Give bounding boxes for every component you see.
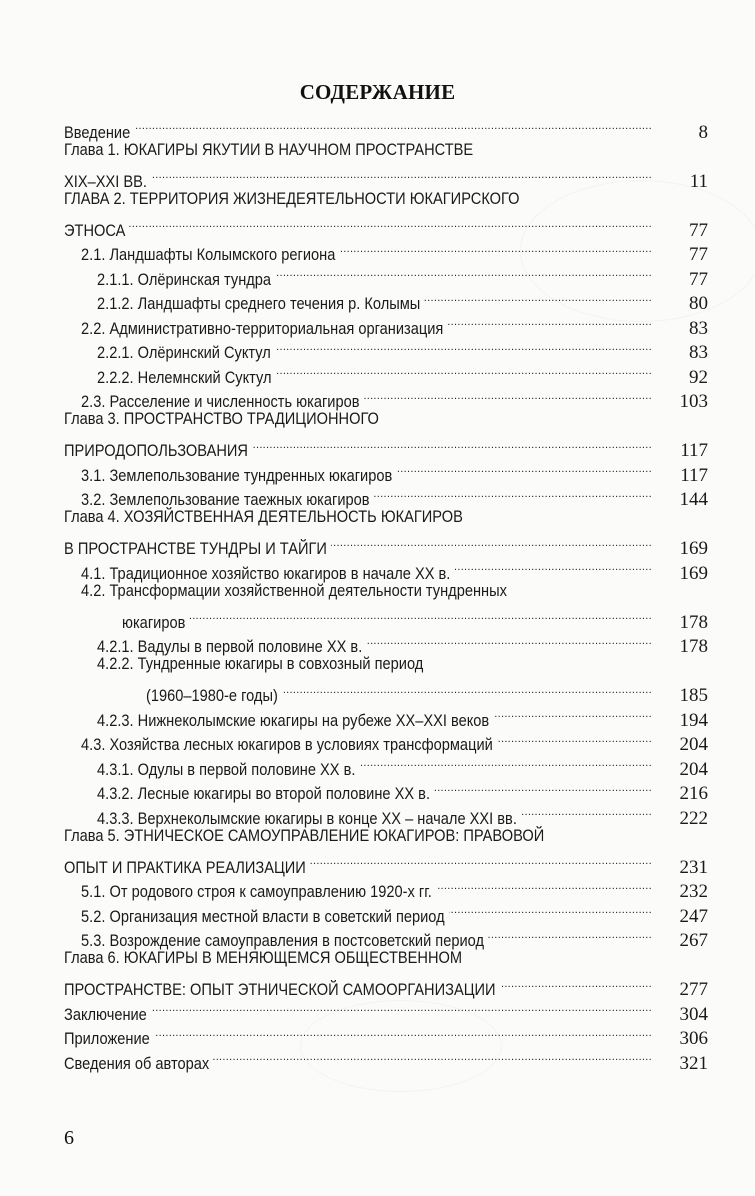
dot-leader bbox=[252, 432, 652, 457]
toc-entry-title: ПРИРОДОПОЛЬЗОВАНИЯ bbox=[64, 441, 248, 460]
toc-entry-title: 5.2. Организация местной власти в советский период bbox=[81, 906, 445, 926]
toc-entry-last-line bbox=[64, 701, 708, 731]
toc-entry-title: XIX–XXI ВВ. bbox=[64, 171, 147, 191]
toc-page-number: 80 bbox=[689, 293, 708, 314]
toc-entry-last-line bbox=[64, 848, 708, 878]
toc-entry[interactable] bbox=[64, 456, 708, 486]
dot-leader bbox=[151, 995, 652, 1020]
dot-leader bbox=[339, 236, 652, 261]
toc-entry-last-line bbox=[64, 628, 708, 657]
toc-page-number: 92 bbox=[689, 366, 708, 388]
dot-leader bbox=[488, 922, 652, 947]
toc-entry-last-line bbox=[64, 750, 708, 780]
toc-entry-last-line bbox=[64, 432, 708, 461]
toc-entry-last-line bbox=[64, 603, 708, 633]
toc-entry-line bbox=[64, 187, 708, 212]
toc-entry[interactable] bbox=[64, 113, 708, 143]
toc-entry-line bbox=[64, 579, 708, 604]
toc-entry-title: 4.3.3. Верхнеколымские юкагиры в конце XX – начале XXI вв. bbox=[97, 808, 517, 828]
toc-entry[interactable] bbox=[64, 1020, 708, 1049]
toc-entry[interactable] bbox=[64, 407, 708, 461]
dot-leader bbox=[276, 358, 652, 383]
toc-entry[interactable] bbox=[64, 505, 708, 559]
toc-page-number: 216 bbox=[679, 783, 708, 804]
toc-entry-line bbox=[64, 138, 708, 163]
toc-entry-title: Глава 1. ЮКАГИРЫ ЯКУТИИ В НАУЧНОМ ПРОСТРАНСТВЕ bbox=[64, 139, 474, 159]
toc-entry-title: 2.1.1. Олёринская тундра bbox=[97, 269, 272, 289]
dot-leader bbox=[374, 481, 652, 506]
toc-entry-last-line bbox=[64, 995, 708, 1025]
toc-entry-title: юкагиров bbox=[122, 612, 186, 632]
toc-entry-last-line bbox=[64, 1044, 708, 1074]
toc-entry-title: Глава 4. ХОЗЯЙСТВЕННАЯ ДЕЯТЕЛЬНОСТЬ ЮКАГИРОВ bbox=[64, 507, 463, 526]
toc-entry-last-line bbox=[64, 383, 708, 412]
toc-entry[interactable] bbox=[64, 334, 708, 363]
toc-page-number: 231 bbox=[679, 856, 708, 878]
toc-page-number: 247 bbox=[679, 905, 708, 927]
dot-leader bbox=[275, 260, 652, 285]
toc-entry[interactable] bbox=[64, 236, 708, 265]
toc-entry[interactable] bbox=[64, 579, 708, 633]
toc-page-number: 204 bbox=[679, 758, 708, 780]
toc-entry-line bbox=[64, 946, 708, 971]
dot-leader bbox=[189, 603, 652, 628]
toc-entry-line bbox=[64, 652, 708, 677]
dot-leader bbox=[521, 799, 652, 824]
toc-entry[interactable] bbox=[64, 1044, 708, 1074]
toc-entry-title: ЭТНОСА bbox=[64, 220, 126, 240]
toc-entry[interactable] bbox=[64, 897, 708, 927]
toc-entry[interactable] bbox=[64, 701, 708, 731]
toc-entry-title: 4.3.2. Лесные юкагиры во второй половине XX в. bbox=[97, 784, 431, 803]
toc-entry-last-line bbox=[64, 922, 708, 951]
toc-entry-last-line bbox=[64, 309, 708, 339]
toc-entry-last-line bbox=[64, 358, 708, 388]
toc-entry-title: 4.1. Традиционное хозяйство юкагиров в начале XX в. bbox=[81, 563, 451, 583]
toc-page-number: 144 bbox=[679, 489, 708, 510]
dot-leader bbox=[500, 971, 652, 996]
toc-entry-line bbox=[64, 407, 708, 432]
dot-leader bbox=[154, 1020, 652, 1045]
toc-entry-title: В ПРОСТРАНСТВЕ ТУНДРЫ И ТАЙГИ bbox=[64, 539, 327, 558]
toc-entry[interactable] bbox=[64, 358, 708, 388]
dot-leader bbox=[447, 309, 652, 334]
toc-entry-title: 2.2.2. Нелемнский Суктул bbox=[97, 367, 272, 387]
toc-entry-title: ОПЫТ И ПРАКТИКА РЕАЛИЗАЦИИ bbox=[64, 857, 306, 877]
toc-entry-title-wrap bbox=[64, 1052, 209, 1077]
toc-entry[interactable] bbox=[64, 554, 708, 584]
toc-page-number: 204 bbox=[679, 734, 708, 755]
toc-entry-title: 2.1.2. Ландшафты среднего течения р. Колымы bbox=[97, 294, 421, 313]
toc-entry[interactable] bbox=[64, 750, 708, 780]
dot-leader bbox=[454, 554, 652, 579]
toc-entry[interactable] bbox=[64, 824, 708, 878]
toc-entry-title: 2.1. Ландшафты Колымского региона bbox=[81, 245, 336, 264]
toc-entry[interactable] bbox=[64, 383, 708, 412]
toc-entry-title: 4.2.3. Нижнеколымские юкагиры на рубеже XX–XXI веков bbox=[97, 710, 490, 730]
toc-entry-last-line bbox=[64, 481, 708, 510]
dot-leader bbox=[366, 628, 652, 653]
page-title: СОДЕРЖАНИЕ bbox=[299, 80, 456, 104]
dot-leader bbox=[424, 285, 652, 310]
toc-entry-line bbox=[64, 824, 708, 849]
toc-entry-title: 4.2.2. Тундренные юкагиры в совхозный период bbox=[97, 654, 424, 673]
toc-entry-title: Глава 5. ЭТНИЧЕСКОЕ САМОУПРАВЛЕНИЕ ЮКАГИРОВ: ПРАВОВОЙ bbox=[64, 825, 545, 845]
toc-page-number: 267 bbox=[679, 930, 708, 951]
toc-entry-title: 2.2. Административно-территориальная организация bbox=[81, 318, 444, 338]
toc-page-number: 185 bbox=[679, 685, 708, 706]
dot-leader bbox=[134, 113, 652, 138]
dot-leader bbox=[493, 701, 652, 726]
toc-entry-title: (1960–1980-е годы) bbox=[146, 686, 278, 705]
toc-entry[interactable] bbox=[64, 138, 708, 192]
toc-entry-last-line bbox=[64, 1020, 708, 1049]
toc-entry-last-line bbox=[64, 530, 708, 559]
toc-entry-last-line bbox=[64, 260, 708, 290]
toc-entry-last-line bbox=[64, 971, 708, 1000]
toc-entry-title: 4.2. Трансформации хозяйственной деятельности тундренных bbox=[81, 580, 507, 600]
toc-entry-title: Заключение bbox=[64, 1004, 147, 1024]
toc-entry[interactable] bbox=[64, 309, 708, 339]
toc-entry-last-line bbox=[64, 113, 708, 143]
toc-entry-last-line bbox=[64, 897, 708, 927]
toc-page-number: 169 bbox=[679, 538, 708, 559]
dot-leader bbox=[151, 162, 652, 187]
toc-page-number: 103 bbox=[679, 391, 708, 412]
dot-leader bbox=[129, 211, 652, 236]
page-number: 6 bbox=[64, 1127, 74, 1149]
toc-entry-title: Сведения об авторах bbox=[64, 1053, 210, 1073]
toc-page-number: 222 bbox=[679, 807, 708, 829]
dot-leader bbox=[364, 383, 653, 408]
toc-entry-last-line bbox=[64, 775, 708, 804]
toc-entry[interactable] bbox=[64, 946, 708, 1000]
toc-page-number: 304 bbox=[679, 1003, 708, 1025]
toc-entry-line bbox=[64, 505, 708, 530]
toc-entry-last-line bbox=[64, 726, 708, 755]
toc-entry[interactable] bbox=[64, 481, 708, 510]
toc-page-number: 277 bbox=[679, 979, 708, 1000]
toc-page-number: 178 bbox=[679, 611, 708, 633]
toc-entry[interactable] bbox=[64, 726, 708, 755]
toc-entry-title: 4.3.1. Одулы в первой половине XX в. bbox=[97, 759, 356, 779]
dot-leader bbox=[396, 456, 652, 481]
toc-entry-last-line bbox=[64, 236, 708, 265]
toc-entry-title: Введение bbox=[64, 122, 131, 142]
toc-entry-title: 2.3. Расселение и численность юкагиров bbox=[81, 392, 360, 411]
toc-entry-title: Приложение bbox=[64, 1029, 150, 1048]
toc-entry-last-line bbox=[64, 285, 708, 314]
toc-entry-title: 3.2. Землепользование таежных юкагиров bbox=[81, 490, 370, 509]
toc-page-number: 117 bbox=[680, 440, 708, 461]
toc-entry-last-line bbox=[64, 211, 708, 241]
toc-entry-title: ГЛАВА 2. ТЕРРИТОРИЯ ЖИЗНЕДЕЯТЕЛЬНОСТИ ЮКАГИРСКОГО bbox=[64, 188, 520, 208]
toc-entry-last-line bbox=[64, 554, 708, 584]
toc-page-number: 169 bbox=[679, 562, 708, 584]
dot-leader bbox=[497, 726, 652, 751]
dot-leader bbox=[436, 873, 652, 898]
toc-page-number: 77 bbox=[689, 244, 708, 265]
dot-leader bbox=[275, 334, 652, 359]
toc-entry[interactable] bbox=[64, 628, 708, 657]
toc-entry-title: 2.2.1. Олёринский Суктул bbox=[97, 343, 271, 362]
toc-entry[interactable] bbox=[64, 775, 708, 804]
table-of-contents bbox=[64, 113, 708, 1074]
toc-entry[interactable] bbox=[64, 652, 708, 706]
toc-page-number: 194 bbox=[679, 709, 708, 731]
dot-leader bbox=[282, 677, 652, 702]
toc-entry-title: 3.1. Землепользование тундренных юкагиров bbox=[81, 465, 393, 485]
toc-page-number: 83 bbox=[689, 317, 708, 339]
dot-leader bbox=[434, 775, 652, 800]
toc-page-number: 77 bbox=[689, 219, 708, 241]
toc-entry-title: 4.3. Хозяйства лесных юкагиров в условиях трансформаций bbox=[81, 735, 493, 754]
dot-leader bbox=[449, 897, 652, 922]
toc-entry-title: Глава 3. ПРОСТРАНСТВО ТРАДИЦИОННОГО bbox=[64, 409, 379, 428]
toc-entry-last-line bbox=[64, 799, 708, 829]
toc-page-number: 83 bbox=[689, 342, 708, 363]
dot-leader bbox=[213, 1044, 652, 1069]
toc-entry-last-line bbox=[64, 677, 708, 706]
toc-entry[interactable] bbox=[64, 922, 708, 951]
toc-entry[interactable] bbox=[64, 187, 708, 241]
toc-page-number: 11 bbox=[689, 170, 708, 192]
toc-entry-title: ПРОСТРАНСТВЕ: ОПЫТ ЭТНИЧЕСКОЙ САМООРГАНИЗАЦИИ bbox=[64, 980, 496, 999]
toc-entry-last-line bbox=[64, 456, 708, 486]
toc-page-number: 232 bbox=[679, 881, 708, 902]
dot-leader bbox=[331, 530, 652, 555]
dot-leader bbox=[359, 750, 652, 775]
toc-page-number: 178 bbox=[679, 636, 708, 657]
toc-entry[interactable] bbox=[64, 873, 708, 902]
toc-entry-last-line bbox=[64, 334, 708, 363]
toc-entry[interactable] bbox=[64, 995, 708, 1025]
toc-entry[interactable] bbox=[64, 285, 708, 314]
toc-entry-title: Глава 6. ЮКАГИРЫ В МЕНЯЮЩЕМСЯ ОБЩЕСТВЕННОМ bbox=[64, 948, 463, 967]
toc-page-number: 8 bbox=[698, 121, 708, 143]
toc-entry-last-line bbox=[64, 873, 708, 902]
toc-entry[interactable] bbox=[64, 260, 708, 290]
toc-entry-last-line bbox=[64, 162, 708, 192]
toc-page-number: 321 bbox=[679, 1052, 708, 1074]
toc-entry[interactable] bbox=[64, 799, 708, 829]
toc-page-number: 306 bbox=[679, 1028, 708, 1049]
toc-page-number: 77 bbox=[689, 268, 708, 290]
toc-page-number: 117 bbox=[680, 464, 708, 486]
dot-leader bbox=[310, 848, 652, 873]
toc-entry-title: 5.1. От родового строя к самоуправлению 1920-х гг. bbox=[81, 882, 432, 901]
toc-entry-title: 4.2.1. Вадулы в первой половине XX в. bbox=[97, 637, 363, 656]
toc-entry-title: 5.3. Возрождение самоуправления в постсоветский период bbox=[81, 931, 485, 950]
